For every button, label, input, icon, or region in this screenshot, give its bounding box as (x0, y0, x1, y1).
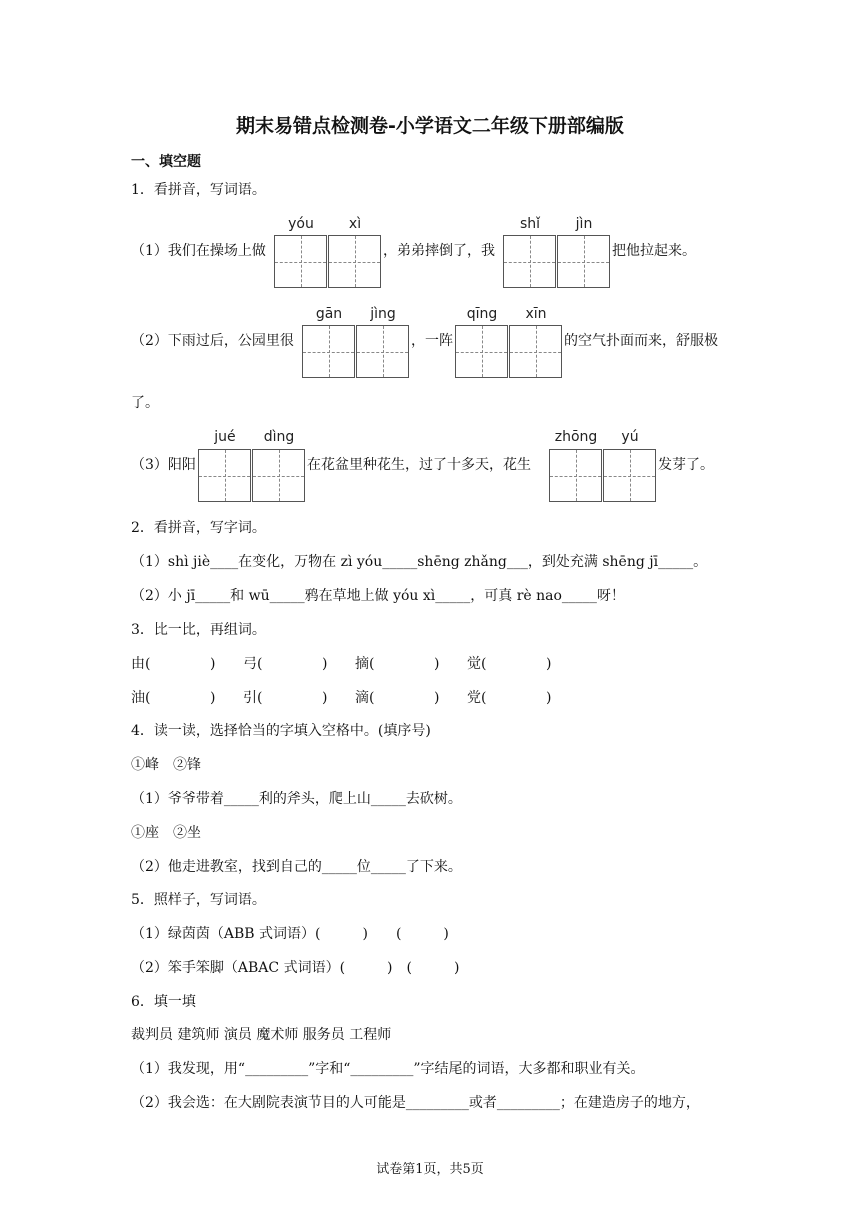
page-footer: 试卷第1页，共5页 (376, 1162, 484, 1177)
question-line: （1）绿茵茵（ABB 式词语）( ) ( ) (131, 926, 449, 942)
writing-grid-box[interactable] (503, 235, 556, 288)
writing-grid-box[interactable] (509, 325, 562, 378)
compare-item: 滴( (355, 690, 375, 706)
question-line: （1）shì jiè____在变化，万物在 zì yóu_____shēng zhǎng___，到处充满 shēng jī_____。 (131, 554, 708, 570)
page-title: 期末易错点检测卷-小学语文二年级下册部编版 (236, 115, 624, 137)
compare-close: ) (322, 690, 328, 706)
choice-options: ①座 ②坐 (131, 825, 201, 841)
question-line: （1）爷爷带着_____利的斧头，爬上山_____去砍树。 (131, 791, 462, 807)
compare-close: ) (210, 690, 216, 706)
question-2-heading: 2．看拼音，写字词。 (131, 520, 266, 536)
pinyin-label: jìng (370, 306, 396, 322)
writing-grid-box[interactable] (356, 325, 409, 378)
word-bank: 裁判员 建筑师 演员 魔术师 服务员 工程师 (131, 1027, 392, 1043)
pinyin-label: xīn (525, 306, 547, 322)
writing-grid-box[interactable] (252, 449, 305, 502)
sentence-text: 在花盆里种花生，过了十多天，花生 (307, 457, 531, 473)
compare-close: ) (546, 690, 552, 706)
compare-item: 由( (131, 656, 151, 672)
sentence-text: 发芽了。 (658, 457, 714, 473)
question-line: （2）我会选：在大剧院表演节目的人可能是_________或者_________；在建造房子的地方， (131, 1095, 700, 1111)
sentence-text: （2）下雨过后，公园里很 (131, 333, 294, 349)
writing-grid-box[interactable] (455, 325, 508, 378)
question-line: （1）我发现，用“_________”字和“_________”字结尾的词语，大多都和职业有关。 (131, 1061, 645, 1077)
question-line: （2）他走进教室，找到自己的_____位_____了下来。 (131, 859, 462, 875)
pinyin-label: jìn (575, 216, 593, 232)
writing-grid-box[interactable] (198, 449, 251, 502)
sentence-text: ，弟弟摔倒了，我 (383, 243, 495, 259)
question-6-heading: 6．填一填 (131, 994, 196, 1010)
compare-close: ) (546, 656, 552, 672)
pinyin-label: zhōng (554, 429, 598, 445)
compare-item: 党( (467, 690, 487, 706)
question-line: （2）小 jī_____和 wū_____鸦在草地上做 yóu xì_____，可真 rè nao_____呀！ (131, 588, 625, 604)
pinyin-label: shǐ (519, 216, 541, 232)
pinyin-label: gān (315, 306, 343, 322)
question-3-heading: 3．比一比，再组词。 (131, 622, 266, 638)
sentence-text: 把他拉起来。 (612, 243, 696, 259)
compare-item: 油( (131, 690, 151, 706)
compare-close: ) (434, 656, 440, 672)
compare-close: ) (434, 690, 440, 706)
pinyin-label: dìng (263, 429, 295, 445)
pinyin-label: qīng (466, 306, 498, 322)
compare-item: 引( (243, 690, 263, 706)
compare-item: 摘( (355, 656, 375, 672)
writing-grid-box[interactable] (557, 235, 610, 288)
compare-item: 弓( (243, 656, 263, 672)
section-heading: 一、填空题 (131, 154, 201, 170)
sentence-text: （1）我们在操场上做 (131, 243, 266, 259)
question-line: （2）笨手笨脚（ABAC 式词语）( ) ( ) (131, 960, 460, 976)
sentence-text: 的空气扑面而来，舒服极 (564, 333, 718, 349)
compare-close: ) (322, 656, 328, 672)
pinyin-label: xì (348, 216, 362, 232)
compare-item: 觉( (467, 656, 487, 672)
question-1-heading: 1．看拼音，写词语。 (131, 182, 266, 198)
writing-grid-box[interactable] (302, 325, 355, 378)
pinyin-label: jué (214, 429, 236, 445)
pinyin-label: yóu (288, 216, 314, 232)
pinyin-label: yú (621, 429, 639, 445)
sentence-text: 了。 (131, 395, 159, 411)
writing-grid-box[interactable] (549, 449, 602, 502)
choice-options: ①峰 ②锋 (131, 757, 201, 773)
writing-grid-box[interactable] (603, 449, 656, 502)
question-5-heading: 5．照样子，写词语。 (131, 892, 266, 908)
question-4-heading: 4．读一读，选择恰当的字填入空格中。(填序号) (131, 723, 431, 739)
writing-grid-box[interactable] (274, 235, 327, 288)
sentence-text: ，一阵 (411, 333, 453, 349)
compare-close: ) (210, 656, 216, 672)
sentence-text: （3）阳阳 (131, 457, 196, 473)
writing-grid-box[interactable] (328, 235, 381, 288)
